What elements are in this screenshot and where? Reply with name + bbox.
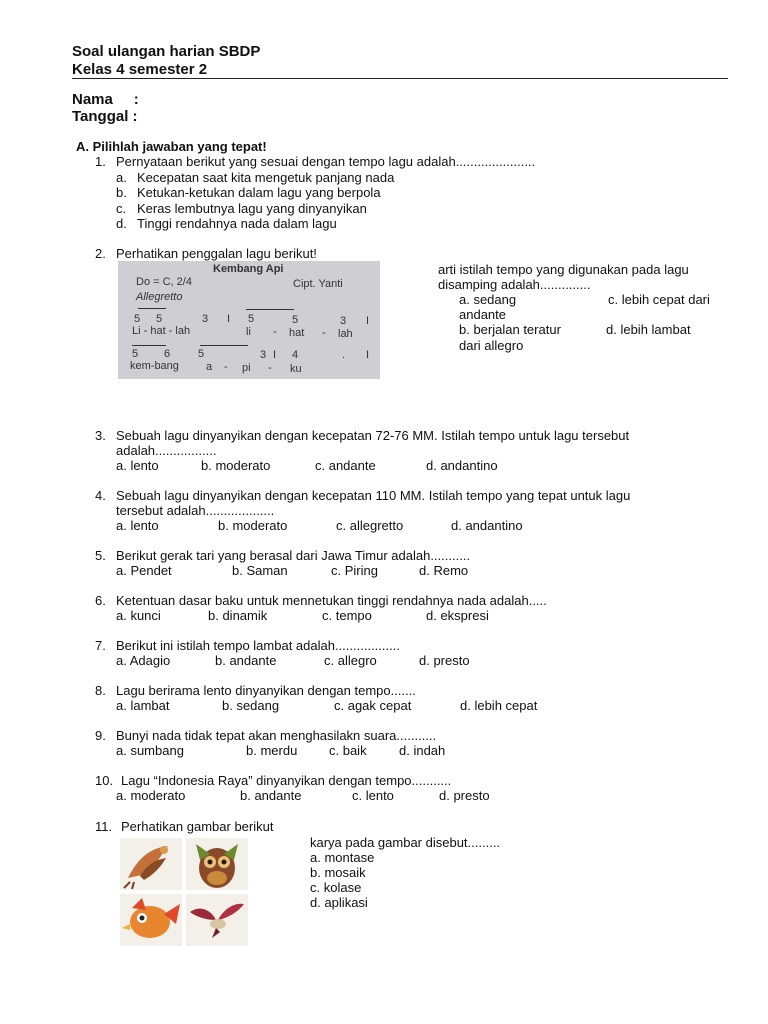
question-text: Bunyi nada tidak tepat akan menghasilakn suara...........	[116, 728, 437, 743]
q11-option-d: d. aplikasi	[310, 895, 368, 910]
question-text-continued: tersebut adalah...................	[116, 503, 275, 518]
document-title: Soal ulangan harian SBDP	[72, 43, 261, 60]
song-key: Do = C, 2/4	[136, 276, 192, 288]
lyric: a	[206, 361, 213, 373]
q2-option-c: c. lebih cepat dari	[608, 292, 710, 307]
question-text: Berikut gerak tari yang berasal dari Jawa Timur adalah...........	[116, 548, 471, 563]
option-a: a. moderato	[116, 788, 186, 803]
collage-tile	[186, 838, 248, 890]
bird-leaf-icon	[120, 838, 182, 890]
option-text: Kecepatan saat kita mengetuk panjang nada	[137, 170, 395, 185]
beam-line	[132, 345, 166, 346]
option-c: c. allegretto	[336, 518, 404, 533]
lyric: Li - hat - lah	[132, 325, 191, 337]
question-number: 11.	[95, 819, 113, 834]
question-text: Sebuah lagu dinyanyikan dengan kecepatan 110 MM. Istilah tempo yang tepat untuk lagu	[116, 488, 631, 503]
beam-line	[200, 345, 248, 346]
question-text-continued: adalah.................	[116, 443, 217, 458]
option-d: d. lebih cepat	[460, 698, 538, 713]
option-label: d.	[116, 216, 127, 231]
section-heading: A. Pilihlah jawaban yang tepat!	[76, 139, 267, 154]
lyric: ku	[290, 363, 302, 375]
question-4	[95, 488, 715, 536]
note: 3	[260, 349, 267, 361]
option-b: b. merdu	[246, 743, 298, 758]
q2-option-a: a. sedang	[459, 292, 517, 307]
note: 4	[292, 349, 299, 361]
question-number: 10.	[95, 773, 114, 788]
bird-flying-leaf-icon	[186, 894, 248, 946]
fish-leaf-icon	[120, 894, 182, 946]
question-text: Pernyataan berikut yang sesuai dengan tempo lagu adalah......................	[116, 154, 536, 169]
q2-option-c-continued: andante	[459, 307, 506, 322]
song-notation-image	[118, 261, 380, 379]
option-d: d. presto	[419, 653, 470, 668]
option-c: c. Piring	[331, 563, 378, 578]
note: 3	[340, 315, 347, 327]
note: 5	[248, 313, 255, 325]
option-a: a. sumbang	[116, 743, 184, 758]
option-d: d. presto	[439, 788, 490, 803]
lyric: -	[273, 326, 277, 338]
question-text: Perhatikan gambar berikut	[121, 819, 274, 834]
option-label: b.	[116, 185, 127, 200]
q2-side-line1: arti istilah tempo yang digunakan pada lagu	[438, 262, 689, 277]
option-c: c. tempo	[322, 608, 372, 623]
question-10	[95, 773, 715, 805]
option-d: d. ekspresi	[426, 608, 489, 623]
question-5	[95, 548, 715, 580]
option-text: Ketukan-ketukan dalam lagu yang berpola	[137, 185, 381, 200]
option-b: b. moderato	[218, 518, 288, 533]
option-label: c.	[116, 201, 127, 216]
note: .	[342, 349, 346, 361]
question-6	[95, 593, 715, 625]
option-c: c. agak cepat	[334, 698, 412, 713]
question-9	[95, 728, 715, 760]
option-d: d. indah	[399, 743, 446, 758]
lyric: pi	[242, 362, 251, 374]
question-1	[95, 154, 715, 231]
note: 5	[134, 313, 141, 325]
option-label: a.	[116, 170, 127, 185]
question-text: Lagu “Indonesia Raya” dinyanyikan dengan tempo...........	[121, 773, 452, 788]
lyric: -	[268, 362, 272, 374]
note: I	[366, 315, 370, 327]
document-subtitle: Kelas 4 semester 2	[72, 61, 208, 78]
question-number: 5.	[95, 548, 106, 563]
option-b: b. moderato	[201, 458, 271, 473]
option-d: d. andantino	[451, 518, 523, 533]
lyric: -	[322, 327, 326, 339]
option-c: c. lento	[352, 788, 394, 803]
question-number: 7.	[95, 638, 106, 653]
question-number: 8.	[95, 683, 106, 698]
option-b: b. andante	[215, 653, 277, 668]
note: 3	[202, 313, 209, 325]
option-a: a. Pendet	[116, 563, 172, 578]
lyric: kem-bang	[130, 360, 179, 372]
note: I	[227, 313, 231, 325]
lyric: -	[224, 361, 228, 373]
q11-option-b: b. mosaik	[310, 865, 366, 880]
option-d: d. Remo	[419, 563, 469, 578]
q2-side-line2: disamping adalah..............	[438, 277, 591, 292]
option-a: a. kunci	[116, 608, 161, 623]
collage-tile	[120, 894, 182, 946]
question-text: Perhatikan penggalan lagu berikut!	[116, 246, 317, 261]
song-tempo: Allegretto	[136, 291, 183, 303]
option-b: b. Saman	[232, 563, 288, 578]
header-divider	[72, 78, 728, 79]
note: I	[273, 349, 277, 361]
question-text: Ketentuan dasar baku untuk mennetukan tinggi rendahnya nada adalah.....	[116, 593, 547, 608]
note: 5	[132, 348, 139, 360]
q11-side-text: karya pada gambar disebut.........	[310, 835, 501, 850]
question-number: 6.	[95, 593, 106, 608]
note: I	[366, 349, 370, 361]
option-a: a. lambat	[116, 698, 170, 713]
option-a: a. lento	[116, 458, 159, 473]
question-2	[95, 246, 715, 262]
q11-option-a: a. montase	[310, 850, 375, 865]
note: 5	[292, 314, 299, 326]
option-a: a. Adagio	[116, 653, 171, 668]
option-c: c. andante	[315, 458, 376, 473]
q2-option-d: d. lebih lambat	[606, 322, 691, 337]
question-text: Lagu berirama lento dinyanyikan dengan tempo.......	[116, 683, 416, 698]
option-b: b. sedang	[222, 698, 280, 713]
collage-artwork-image	[120, 838, 248, 946]
q2-option-d-continued: dari allegro	[459, 338, 524, 353]
option-c: c. baik	[329, 743, 367, 758]
question-number: 2.	[95, 246, 106, 261]
option-text: Tinggi rendahnya nada dalam lagu	[137, 216, 337, 231]
question-8	[95, 683, 715, 715]
tanggal-label: Tanggal :	[72, 108, 138, 125]
lyric: hat	[289, 327, 305, 339]
q11-option-c: c. kolase	[310, 880, 362, 895]
question-11	[95, 819, 715, 835]
collage-tile	[186, 894, 248, 946]
question-number: 4.	[95, 488, 106, 503]
question-number: 1.	[95, 154, 106, 169]
collage-tile	[120, 838, 182, 890]
question-3	[95, 428, 715, 476]
lyric: lah	[338, 328, 353, 340]
question-number: 3.	[95, 428, 106, 443]
note: 5	[198, 348, 205, 360]
beam-line	[138, 308, 166, 309]
q2-option-b: b. berjalan teratur	[459, 322, 561, 337]
option-a: a. lento	[116, 518, 159, 533]
question-7	[95, 638, 715, 670]
option-d: d. andantino	[426, 458, 498, 473]
owl-leaf-icon	[186, 838, 248, 890]
song-composer: Cipt. Yanti	[293, 278, 343, 290]
note: 6	[164, 348, 171, 360]
question-number: 9.	[95, 728, 106, 743]
question-text: Sebuah lagu dinyanyikan dengan kecepatan 72-76 MM. Istilah tempo untuk lagu tersebut	[116, 428, 630, 443]
note: 5	[156, 313, 163, 325]
lyric: li	[246, 326, 251, 338]
option-b: b. dinamik	[208, 608, 268, 623]
beam-line	[246, 309, 294, 310]
song-title: Kembang Api	[213, 263, 284, 275]
question-text: Berikut ini istilah tempo lambat adalah..................	[116, 638, 400, 653]
option-text: Keras lembutnya lagu yang dinyanyikan	[137, 201, 367, 216]
nama-label: Nama :	[72, 91, 139, 108]
option-c: c. allegro	[324, 653, 377, 668]
option-b: b. andante	[240, 788, 302, 803]
